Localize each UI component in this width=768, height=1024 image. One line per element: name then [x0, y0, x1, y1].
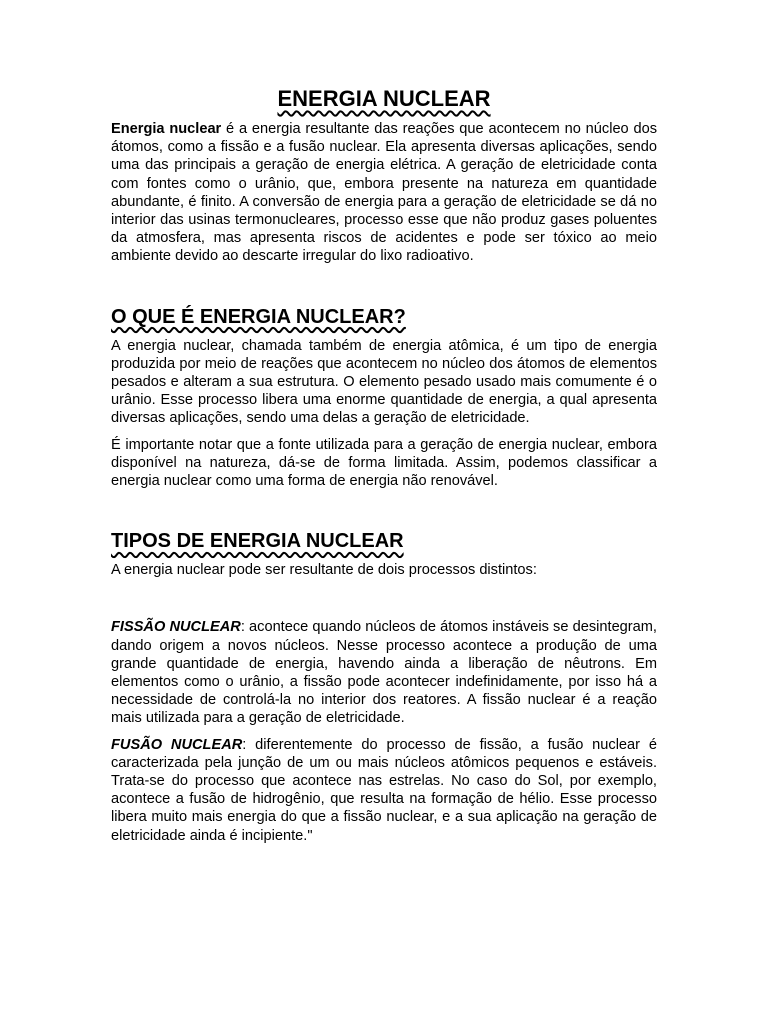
document-page: [111, 84, 657, 845]
section-heading-types: [111, 528, 657, 554]
document-title-text: ENERGIA NUCLEAR: [277, 86, 491, 111]
document-title: [111, 84, 657, 114]
fusion-paragraph: [111, 736, 657, 845]
fusion-text: : diferentemente do processo de fissão, a fusão nuclear é caracterizada pela junção de um ou mais núcleos atômicos pequenos e estáveis. Trata-se do processo que acontece nas estrelas. No caso do Sol, por exemplo, acontece a fusão de hidrogênio, que resulta na formação de hélio. Esse processo libera muito mais energia do que a fissão nuclear, e a sua aplicação na geração de eletricidade ainda é incipiente.": [111, 736, 657, 844]
intro-lead-term: Energia nuclear: [111, 121, 222, 137]
section-heading-types-text: TIPOS DE ENERGIA NUCLEAR: [111, 530, 404, 553]
fusion-term: FUSÃO NUCLEAR: [111, 736, 243, 753]
what-is-paragraph-2: É importante notar que a fonte utilizada para a geração de energia nuclear, embora disponível na natureza, dá-se de forma limitada. Assim, podemos classificar a energia nuclear como uma forma de energia não renovável.: [111, 436, 657, 490]
fission-term: FISSÃO NUCLEAR: [111, 619, 241, 636]
fission-paragraph: [111, 618, 657, 727]
section-heading-what-is-text: O QUE É ENERGIA NUCLEAR?: [111, 305, 406, 328]
intro-paragraph: [111, 120, 657, 266]
what-is-paragraph-1: A energia nuclear, chamada também de energia atômica, é um tipo de energia produzida por meio de reações que acontecem no núcleo dos átomos de elementos pesados e alteram a sua estrutura. O elemento pesado usado mais comumente é o urânio. Esse processo libera uma enorme quantidade de energia, a qual apresenta diversas aplicações, sendo uma delas a geração de eletricidade.: [111, 337, 657, 427]
intro-text: é a energia resultante das reações que acontecem no núcleo dos átomos, como a fissão e a fusão nuclear. Ela apresenta diversas aplicações, sendo uma das principais a geração de energia elétrica. A geração de eletricidade conta com fontes como o urânio, que, embora presente na natureza em quantidade abundante, é finito. A conversão de energia para a geração de eletricidade se dá no interior das usinas termonucleares, processo esse que não produz gases poluentes da atmosfera, mas apresenta riscos de acidentes e pode ser tóxico ao meio ambiente devido ao descarte irregular do lixo radioativo.: [111, 121, 658, 265]
types-intro-paragraph: A energia nuclear pode ser resultante de dois processos distintos:: [111, 562, 537, 579]
fission-text: : acontece quando núcleos de átomos instáveis se desintegram, dando origem a novos núcleos. Nesse processo acontece a produção de uma grande quantidade de energia, havendo ainda a liberação de nêutrons. Em elementos como o urânio, a fissão pode acontecer indefinidamente, por isso há a necessidade de controlá-la no interior dos reatores. A fissão nuclear é a reação mais utilizada para a geração de eletricidade.: [111, 619, 657, 727]
section-heading-what-is: [111, 304, 657, 330]
